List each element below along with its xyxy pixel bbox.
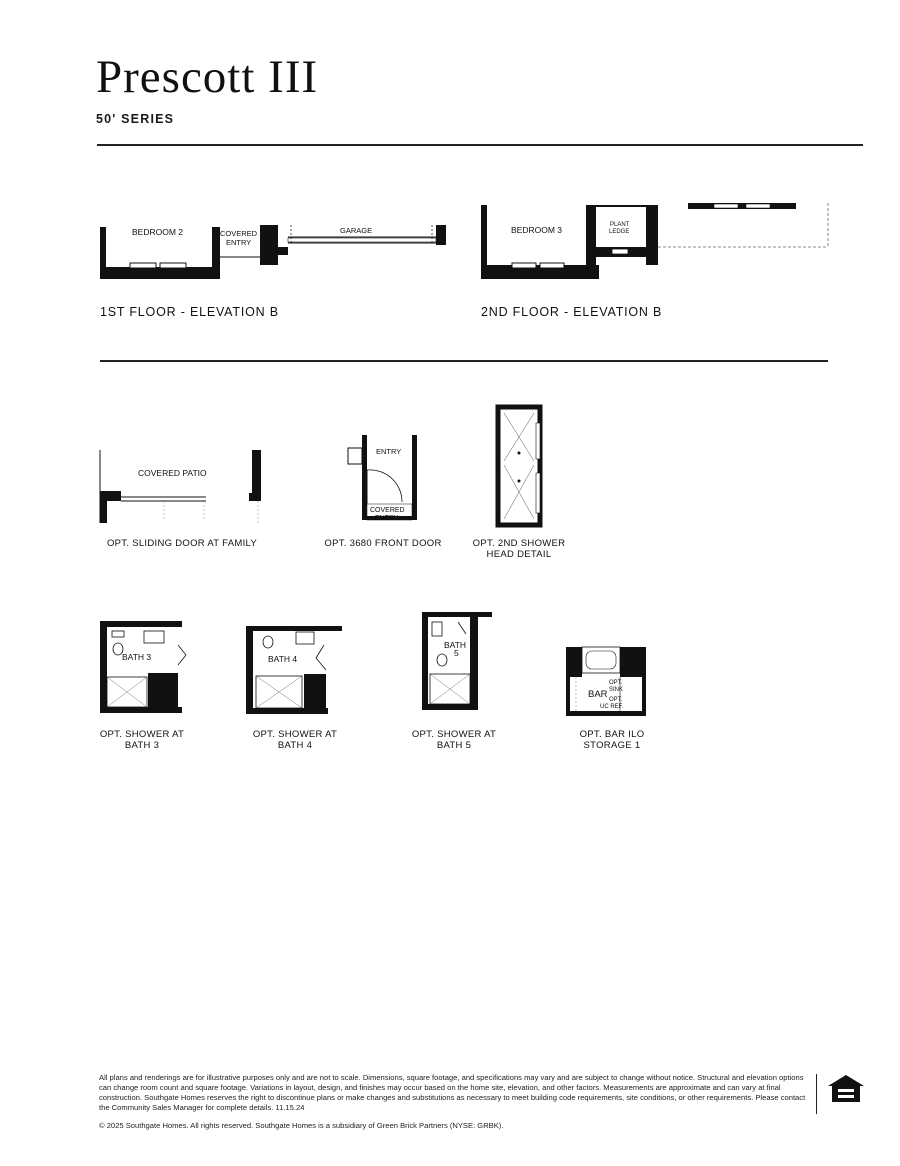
room-label: BEDROOM 3 bbox=[511, 225, 563, 235]
opt-bar-storage-label bbox=[560, 729, 664, 751]
opt-shower-bath4-plan bbox=[242, 620, 347, 720]
room-label: BATH bbox=[444, 640, 467, 650]
opt-shower-head-plan bbox=[492, 403, 552, 528]
room-label: COVERED PATIO bbox=[138, 468, 207, 478]
opt-shower-head-label bbox=[462, 538, 576, 560]
second-floor-elevation-label: 2ND FLOOR - ELEVATION B bbox=[481, 305, 663, 319]
option-label-line: OPT. 2ND SHOWER bbox=[472, 538, 566, 549]
option-label-line: OPT. SHOWER AT bbox=[411, 729, 497, 740]
room-label: ENTRY bbox=[226, 238, 252, 247]
equal-housing-logo bbox=[825, 1072, 867, 1116]
room-label: OPT. bbox=[609, 697, 623, 703]
second-floor-elevation-plan bbox=[478, 195, 838, 290]
room-label: COVERED bbox=[370, 507, 405, 514]
option-label-line: OPT. SLIDING DOOR AT FAMILY bbox=[106, 538, 258, 549]
opt-sliding-door-plan bbox=[96, 445, 276, 530]
room-label: BATH 3 bbox=[122, 652, 152, 662]
option-label-line: OPT. 3680 FRONT DOOR bbox=[324, 538, 442, 549]
first-floor-elevation-plan bbox=[96, 195, 456, 290]
opt-shower-bath5-plan bbox=[418, 608, 498, 718]
first-floor-elevation-label: 1ST FLOOR - ELEVATION B bbox=[100, 305, 279, 319]
room-label: COVERED bbox=[220, 229, 258, 238]
room-label: OPT. bbox=[609, 680, 623, 686]
option-label-line: BATH 5 bbox=[436, 740, 472, 751]
room-label: SINK bbox=[609, 687, 624, 693]
room-label: ENTRY bbox=[375, 515, 399, 522]
page-title: Prescott III bbox=[96, 51, 319, 103]
header-divider bbox=[97, 144, 863, 146]
option-label-line: BATH 3 bbox=[124, 740, 160, 751]
section-divider bbox=[100, 360, 828, 362]
option-label-line: OPT. SHOWER AT bbox=[252, 729, 338, 740]
opt-shower-bath3-label bbox=[88, 729, 196, 751]
footer-divider bbox=[816, 1074, 817, 1114]
room-label: BEDROOM 2 bbox=[132, 227, 184, 237]
option-label-line: STORAGE 1 bbox=[583, 740, 641, 751]
copyright-notice: © 2025 Southgate Homes. All rights reserved. Southgate Homes is a subsidiary of Green Brick Partners (NYSE: GRBK). bbox=[99, 1121, 504, 1130]
option-label-line: OPT. SHOWER AT bbox=[99, 729, 185, 740]
room-label: UC REF. bbox=[600, 704, 624, 710]
opt-sliding-door-label bbox=[96, 538, 268, 549]
option-label-line: BATH 4 bbox=[277, 740, 313, 751]
room-label: PLANT bbox=[610, 222, 630, 228]
opt-front-door-label bbox=[318, 538, 448, 549]
room-label: BAR bbox=[588, 689, 608, 700]
opt-bar-storage-plan bbox=[562, 643, 657, 721]
room-label: ENTRY bbox=[376, 447, 402, 456]
opt-shower-bath4-label bbox=[242, 729, 348, 751]
series-subtitle: 50' SERIES bbox=[96, 112, 175, 126]
opt-shower-bath5-label bbox=[400, 729, 508, 751]
option-label-line: HEAD DETAIL bbox=[486, 549, 552, 560]
room-label: BATH 4 bbox=[268, 654, 298, 664]
room-label: LEDGE bbox=[609, 229, 630, 235]
opt-shower-bath3-plan bbox=[96, 615, 191, 720]
legal-disclaimer: All plans and renderings are for illustrative purposes only and are not to scale. Dimensions, square footage, and specifications may vary and are subject to change without notice. Structural and elevation options can change room count and square footage. Variations in layout, design, and finishes may occur based on the home site, elevation, and other factors. Measurements are approximate and can vary at final construction. Southgate Homes reserves the right to discontinue plans or make changes and substitutions as necessary to meet building code requirements, site conditions, or other requirements. Please contact the Community Sales Manager for complete details. 11.15.24 bbox=[99, 1073, 806, 1112]
opt-front-door-plan bbox=[340, 430, 430, 525]
room-label: 5 bbox=[454, 648, 459, 658]
option-label-line: OPT. BAR ILO bbox=[579, 729, 645, 740]
room-label: GARAGE bbox=[340, 226, 373, 235]
